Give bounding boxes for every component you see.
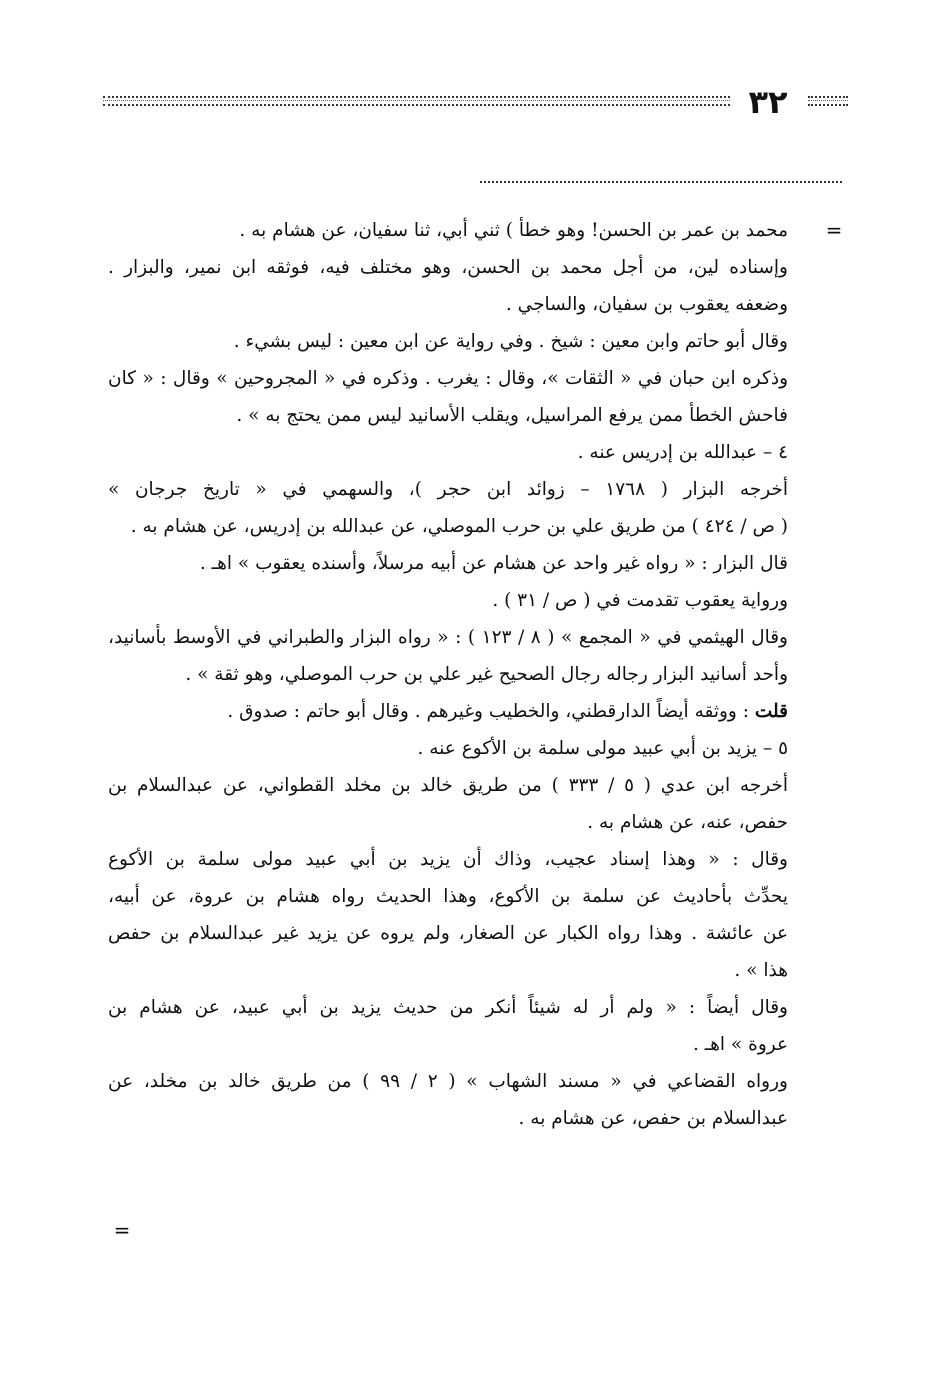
continuation-mark-top: = <box>825 218 843 242</box>
header-rule-short <box>808 96 848 106</box>
text-line <box>108 1100 788 1137</box>
text-line <box>108 915 788 952</box>
text-line <box>108 323 788 360</box>
text-line-content: عبدالسلام بن حفص، عن هشام به . <box>518 1108 788 1129</box>
text-line-content: قال البزار : « رواه غير واحد عن هشام عن أبيه مرسلاً، وأسنده يعقوب » اهـ . <box>199 553 788 574</box>
text-line-content: عروة » اهـ . <box>692 1034 788 1055</box>
page-header <box>103 82 848 122</box>
text-line-content: عن عائشة . وهذا رواه الكبار عن الصغار، ولم يروه عن يزيد غير عبدالسلام بن حفص <box>108 923 788 944</box>
text-line-content: يحدِّث بأحاديث عن سلمة بن الأكوع، وهذا الحديث رواه هشام بن عروة، عن أبيه، <box>108 886 788 907</box>
text-line-content: وإسناده لين، من أجل محمد بن الحسن، وهو مختلف فيه، فوثقه ابن نمير، والبزار . <box>108 257 788 278</box>
text-line-content: هذا » . <box>734 960 788 981</box>
text-line <box>108 656 788 693</box>
text-line <box>108 878 788 915</box>
continuation-mark-bottom: = <box>113 1218 131 1242</box>
text-line <box>108 1026 788 1063</box>
text-line <box>108 693 788 730</box>
text-line-content: وقال الهيثمي في « المجمع » ( ٨ / ١٢٣ ) : « رواه البزار والطبراني في الأوسط بأسانيد، <box>108 627 788 648</box>
text-line-content: وذكره ابن حبان في « الثقات »، وقال : يغرب . وذكره في « المجروحين » وقال : « كان <box>108 368 788 389</box>
text-line <box>108 619 788 656</box>
text-line-content: حفص، عنه، عن هشام به . <box>587 812 788 833</box>
text-line-content: وقال : « وهذا إسناد عجيب، وذاك أن يزيد بن أبي عبيد مولى سلمة بن الأكوع <box>108 849 788 870</box>
text-line <box>108 952 788 989</box>
text-line-content: ورواية يعقوب تقدمت في ( ص / ٣١ ) . <box>492 590 788 611</box>
text-line-content: ٤ – عبدالله بن إدريس عنه . <box>577 442 788 463</box>
footnote-text <box>108 212 788 1137</box>
text-line-content: وضعفه يعقوب بن سفيان، والساجي . <box>505 294 788 315</box>
text-line <box>108 397 788 434</box>
page-number: ٣٢ <box>748 83 788 121</box>
text-line-content: ( ص / ٤٢٤ ) من طريق علي بن حرب الموصلي، عن عبدالله بن إدريس، عن هشام به . <box>130 516 788 537</box>
text-line <box>108 360 788 397</box>
text-line-content: أخرجه ابن عدي ( ٥ / ٣٣٣ ) من طريق خالد بن مخلد القطواني، عن عبدالسلام بن <box>108 775 788 796</box>
text-line <box>108 286 788 323</box>
text-line-content: ٥ – يزيد بن أبي عبيد مولى سلمة بن الأكوع عنه . <box>417 738 788 759</box>
text-line <box>108 767 788 804</box>
text-line <box>108 471 788 508</box>
text-line-content: فاحش الخطأ ممن يرفع المراسيل، ويقلب الأسانيد ليس ممن يحتج به » . <box>236 405 788 426</box>
text-line <box>108 508 788 545</box>
text-line <box>108 730 788 767</box>
header-rule <box>103 96 730 106</box>
text-line-content: وقال أبو حاتم وابن معين : شيخ . وفي رواية عن ابن معين : ليس بشيء . <box>233 331 788 352</box>
text-line-content: وأحد أسانيد البزار رجاله رجال الصحيح غير علي بن حرب الموصلي، وهو ثقة » . <box>185 664 788 685</box>
text-line <box>108 1063 788 1100</box>
text-line <box>108 249 788 286</box>
text-line <box>108 989 788 1026</box>
bold-lead-word: قلت <box>754 701 788 722</box>
text-line <box>108 582 788 619</box>
text-line-content: محمد بن عمر بن الحسن! وهو خطأ ) ثني أبي، ثنا سفيان، عن هشام به . <box>239 220 788 241</box>
text-line <box>108 434 788 471</box>
text-line <box>108 804 788 841</box>
footnote-separator <box>480 181 842 183</box>
text-line <box>108 841 788 878</box>
text-line-content: وقال أيضاً : « ولم أر له شيئاً أنكر من حديث يزيد بن أبي عبيد، عن هشام بن <box>108 997 788 1018</box>
text-line <box>108 212 788 249</box>
text-line-content: ورواه القضاعي في « مسند الشهاب » ( ٢ / ٩٩ ) من طريق خالد بن مخلد، عن <box>108 1071 788 1092</box>
text-line-content: أخرجه البزار ( ١٧٦٨ – زوائد ابن حجر )، والسهمي في « تاريخ جرجان » <box>108 479 788 500</box>
text-line-content: : ووثقه أيضاً الدارقطني، والخطيب وغيرهم . وقال أبو حاتم : صدوق . <box>227 701 755 722</box>
text-line <box>108 545 788 582</box>
